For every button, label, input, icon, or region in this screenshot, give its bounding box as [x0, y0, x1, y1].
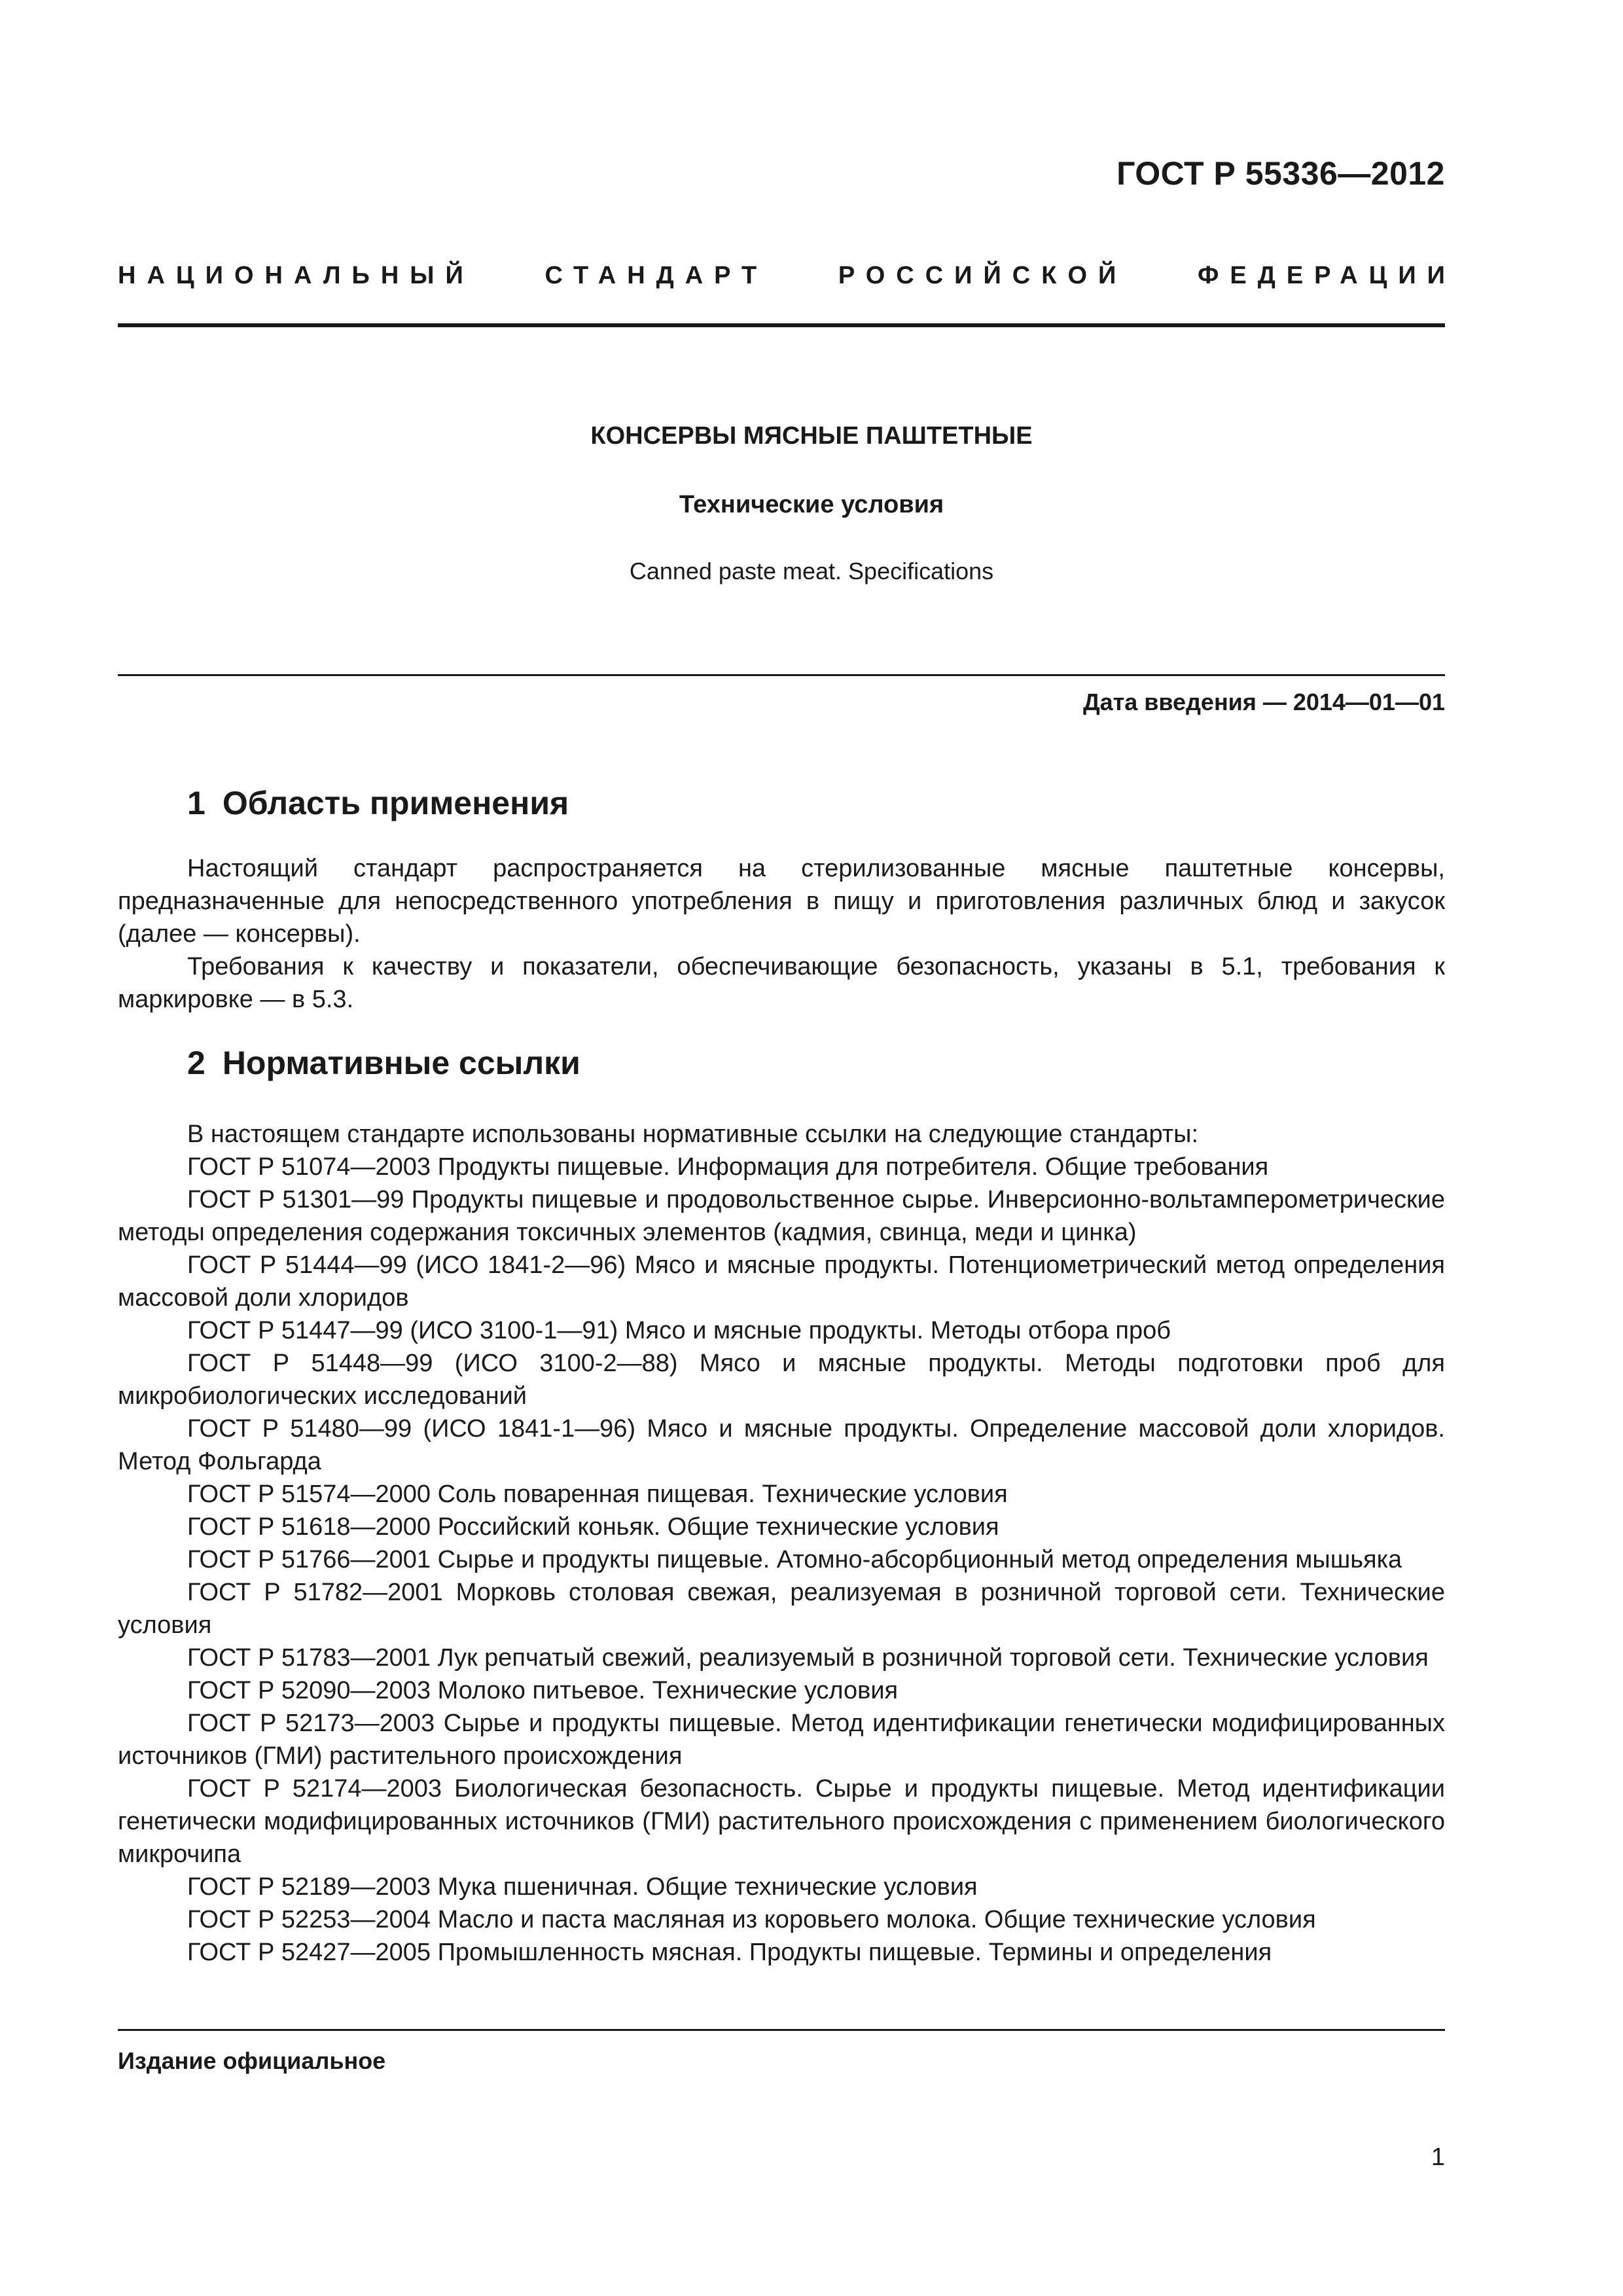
- national-header-word: ФЕДЕРАЦИИ: [1197, 262, 1456, 289]
- reference-item: ГОСТ Р 51447—99 (ИСО 3100-1—91) Мясо и мясные продукты. Методы отбора проб: [187, 1317, 1171, 1344]
- section-title: Область применения: [222, 785, 569, 821]
- reference-item: ГОСТ Р 51574—2000 Соль поваренная пищевая. Технические условия: [187, 1480, 1008, 1508]
- national-header-word: РОССИЙСКОЙ: [838, 262, 1128, 289]
- official-edition-label: Издание официальное: [118, 2047, 386, 2074]
- reference-item: ГОСТ Р 51783—2001 Лук репчатый свежий, реализуемый в розничной торговой сети. Технические условия: [187, 1644, 1429, 1672]
- reference-item: ГОСТ Р 51301—99 Продукты пищевые и продовольственное сырье. Инверсионно-вольтамперометрические методы определения содержания токсичных элементов (кадмия, свинца, меди и цинка): [118, 1186, 1445, 1246]
- reference-item: ГОСТ Р 51448—99 (ИСО 3100-2—88) Мясо и мясные продукты. Методы подготовки проб для микробиологических исследований: [118, 1350, 1445, 1410]
- page-number: 1: [1431, 2144, 1445, 2171]
- section-number: 1: [187, 785, 205, 821]
- title-divider: [118, 674, 1445, 676]
- national-standard-header: [118, 262, 1456, 290]
- document-subtitle: Технические условия: [679, 491, 944, 518]
- reference-item: ГОСТ Р 52174—2003 Биологическая безопасность. Сырье и продукты пищевые. Метод идентификации генетически модифицированных источников (ГМИ) растительного происхождения с применением биологического микрочипа: [118, 1775, 1445, 1868]
- paragraph: В настоящем стандарте использованы нормативные ссылки на следующие стандарты:: [187, 1121, 1199, 1148]
- section-number: 2: [187, 1045, 205, 1081]
- section-2-heading: [187, 1044, 580, 1082]
- document-title: КОНСЕРВЫ МЯСНЫЕ ПАШТЕТНЫЕ: [590, 422, 1033, 450]
- reference-item: ГОСТ Р 51618—2000 Российский коньяк. Общие технические условия: [187, 1513, 999, 1541]
- reference-item: ГОСТ Р 51480—99 (ИСО 1841-1—96) Мясо и мясные продукты. Определение массовой доли хлоридов. Метод Фольгарда: [118, 1415, 1445, 1475]
- national-header-word: СТАНДАРТ: [544, 262, 768, 289]
- reference-item: ГОСТ Р 51074—2003 Продукты пищевые. Информация для потребителя. Общие требования: [187, 1153, 1269, 1181]
- paragraph: Настоящий стандарт распространяется на стерилизованные мясные паштетные консервы, предназначенные для непосредственного употребления в пищу и приготовления различных блюд и закусок (далее — консервы).: [118, 855, 1445, 948]
- section-2-body: [118, 1118, 1445, 1969]
- paragraph: Требования к качеству и показатели, обеспечивающие безопасность, указаны в 5.1, требования к маркировке — в 5.3.: [118, 953, 1445, 1013]
- section-title: Нормативные ссылки: [222, 1045, 580, 1081]
- reference-item: ГОСТ Р 51444—99 (ИСО 1841-2—96) Мясо и мясные продукты. Потенциометрический метод определения массовой доли хлоридов: [118, 1251, 1445, 1312]
- gost-number: ГОСТ Р 55336—2012: [1116, 155, 1445, 192]
- introduction-date: Дата введения — 2014—01—01: [1082, 689, 1445, 715]
- footer-divider: [118, 2029, 1445, 2031]
- reference-item: ГОСТ Р 51766—2001 Сырье и продукты пищевые. Атомно-абсорбционный метод определения мышьяка: [187, 1546, 1402, 1573]
- reference-item: ГОСТ Р 52173—2003 Сырье и продукты пищевые. Метод идентификации генетически модифицированных источников (ГМИ) растительного происхождения: [118, 1710, 1445, 1770]
- national-header-word: НАЦИОНАЛЬНЫЙ: [118, 262, 474, 289]
- reference-item: ГОСТ Р 52090—2003 Молоко питьевое. Технические условия: [187, 1677, 899, 1704]
- reference-item: ГОСТ Р 52427—2005 Промышленность мясная. Продукты пищевые. Термины и определения: [187, 1939, 1272, 1966]
- header-divider: [118, 323, 1445, 327]
- reference-item: ГОСТ Р 51782—2001 Морковь столовая свежая, реализуемая в розничной торговой сети. Технические условия: [118, 1579, 1445, 1639]
- section-1-body: [118, 852, 1445, 1016]
- section-1-heading: [187, 784, 569, 822]
- document-title-english: Canned paste meat. Specifications: [629, 558, 994, 584]
- reference-item: ГОСТ Р 52189—2003 Мука пшеничная. Общие технические условия: [187, 1873, 978, 1901]
- reference-item: ГОСТ Р 52253—2004 Масло и паста масляная из коровьего молока. Общие технические условия: [187, 1906, 1316, 1933]
